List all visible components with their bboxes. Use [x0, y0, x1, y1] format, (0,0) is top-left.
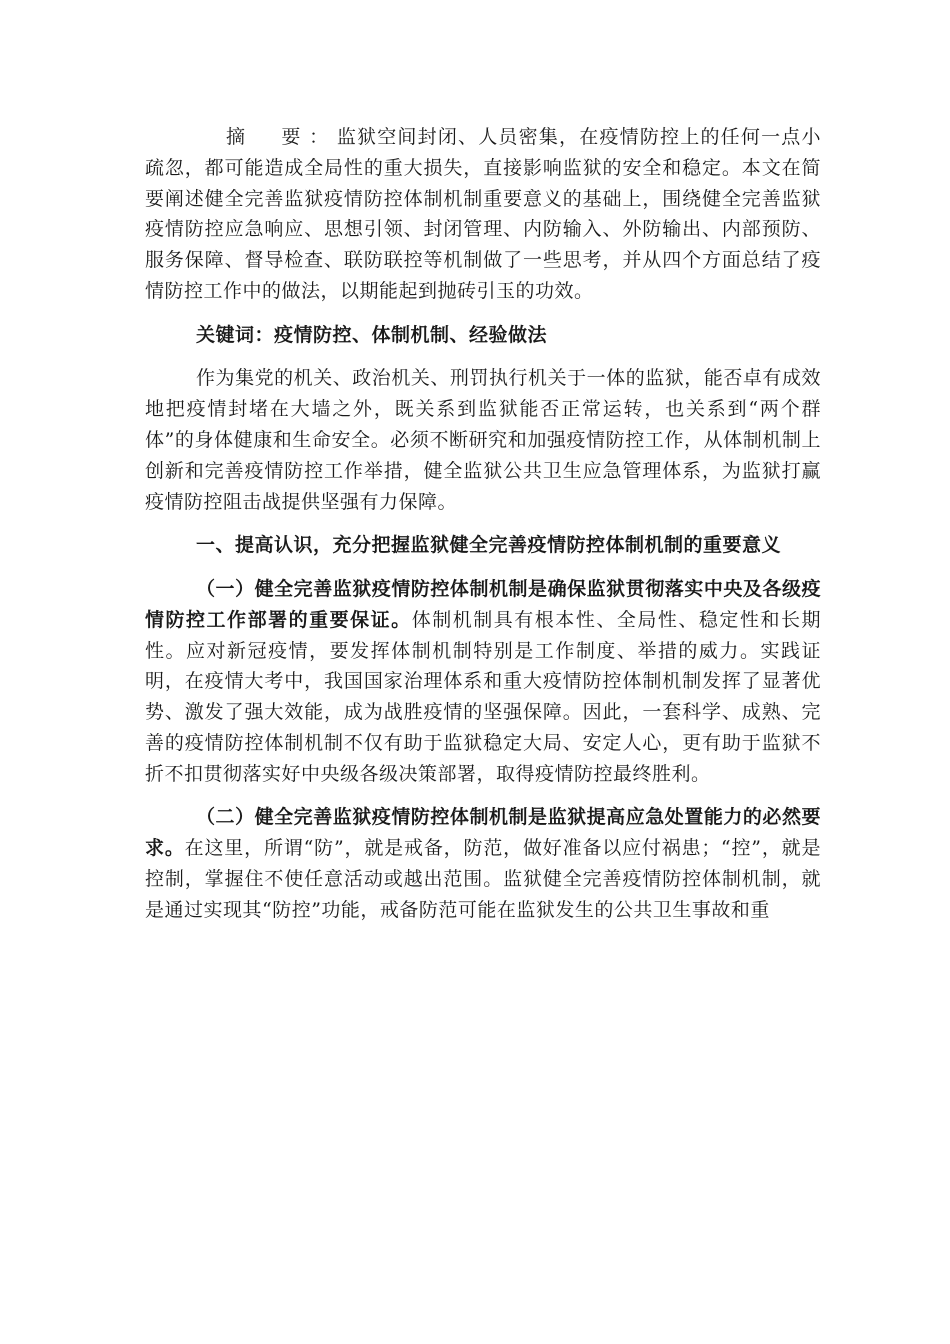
abstract-text: 监狱空间封闭、人员密集，在疫情防控上的任何一点小疏忽，都可能造成全局性的重大损失，直接影响监狱的安全和稳定。本文在简要阐述健全完善监狱疫情防控体制机制重要意义的基础上，围绕健全完善监狱疫情防控应急响应、思想引领、封闭管理、内防输入、外防输出、内部预防、服务保障、督导检查、联防联控等机制做了一些思考，并从四个方面总结了疫情防控工作中的做法，以期能起到抛砖引玉的功效。 — [145, 126, 821, 302]
subsection-paragraph-1 — [145, 574, 821, 790]
subsection-body-2: 在这里，所谓“防”，就是戒备，防范，做好准备以应付祸患；“控”，就是控制，掌握住不使任意活动或越出范围。监狱健全完善疫情防控体制机制，就是通过实现其“防控”功能，戒备防范可能在监狱发生的公共卫生事故和重 — [145, 837, 821, 921]
section-heading-1: 一、提高认识，充分把握监狱健全完善疫情防控体制机制的重要意义 — [196, 534, 782, 557]
keywords-line: 关键词：疫情防控、体制机制、经验做法 — [196, 323, 548, 346]
subsection-title-1: （一）健全完善监狱疫情防控体制机制是确保监狱贯彻落实中央及各级疫情防控工作部署的重要保证。 — [145, 577, 821, 631]
document-page — [145, 122, 821, 938]
abstract-paragraph — [145, 122, 821, 307]
subsection-title-2: （二）健全完善监狱疫情防控体制机制是监狱提高应急处置能力的必然要求。 — [145, 806, 821, 860]
abstract-label: 摘 要： — [226, 126, 337, 148]
subsection-paragraph-2 — [145, 802, 821, 925]
intro-paragraph: 作为集党的机关、政治机关、刑罚执行机关于一体的监狱，能否卓有成效地把疫情封堵在大墙之外，既关系到监狱能否正常运转，也关系到“两个群体”的身体健康和生命安全。必须不断研究和加强疫情防控工作，从体制机制上创新和完善疫情防控工作举措，健全监狱公共卫生应急管理体系，为监狱打赢疫情防控阻击战提供坚强有力保障。 — [145, 367, 821, 513]
subsection-body-1: 体制机制具有根本性、全局性、稳定性和长期性。应对新冠疫情，要发挥体制机制特别是工作制度、举措的威力。实践证明，在疫情大考中，我国国家治理体系和重大疫情防控体制机制发挥了显著优势、激发了强大效能，成为战胜疫情的坚强保障。因此，一套科学、成熟、完善的疫情防控体制机制不仅有助于监狱稳定大局、安定人心，更有助于监狱不折不扣贯彻落实好中央级各级决策部署，取得疫情防控最终胜利。 — [145, 608, 821, 785]
